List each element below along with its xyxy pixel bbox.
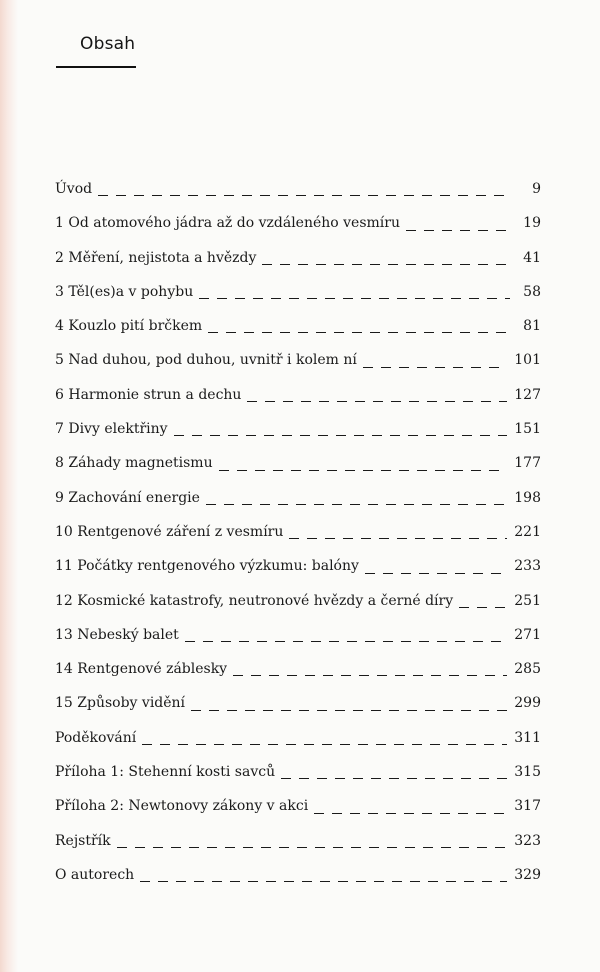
toc-entry-title: Úvod — [55, 181, 93, 197]
toc-entry — [55, 549, 541, 583]
toc-heading: Obsah — [80, 34, 136, 54]
toc-entry-page: 299 — [514, 695, 541, 712]
toc-entry-title: Příloha 1: Stehenní kosti savců — [55, 764, 276, 781]
toc-dash-leader — [140, 881, 507, 882]
toc-entry — [55, 241, 541, 275]
toc-dash-leader — [363, 367, 507, 368]
toc-dash-leader — [289, 538, 507, 539]
toc-entry-title: Příloha 2: Newtonovy zákony v akci — [55, 798, 309, 815]
toc-entry-title: 7 Divy elektřiny — [55, 421, 168, 438]
toc-entry-title: Rejstřík — [55, 832, 111, 849]
toc-dash-leader — [281, 778, 507, 779]
toc-entry-title: 3 Těl(es)a v pohybu — [55, 283, 194, 300]
toc-entry-title: O autorech — [55, 866, 135, 883]
toc-dash-leader — [406, 230, 510, 231]
toc-entry-page: 81 — [523, 318, 541, 335]
toc-entry — [55, 515, 541, 549]
toc-dash-leader — [185, 641, 507, 642]
toc-entry-page: 329 — [514, 866, 541, 883]
toc-entry — [55, 172, 541, 206]
toc-dash-leader — [233, 675, 507, 676]
toc-entry — [55, 309, 541, 343]
heading-rule — [56, 66, 136, 68]
toc-entry-page: 315 — [514, 764, 541, 781]
toc-entry-title: 10 Rentgenové záření z vesmíru — [55, 523, 284, 540]
toc-entry — [55, 275, 541, 309]
toc-entry — [55, 618, 541, 652]
toc-dash-leader — [191, 710, 507, 711]
toc-entry-page: 127 — [514, 386, 541, 403]
toc-entry — [55, 446, 541, 480]
toc-entry-title: 11 Počátky rentgenového výzkumu: balóny — [55, 558, 359, 575]
toc-entry — [55, 789, 541, 823]
toc-entry — [55, 584, 541, 618]
toc-entry-page: 9 — [532, 181, 541, 197]
toc-entry-title: 13 Nebeský balet — [55, 626, 179, 643]
toc-entry-page: 58 — [523, 283, 541, 300]
toc-dash-leader — [117, 847, 508, 848]
toc-entry-title: 9 Zachování energie — [55, 489, 200, 506]
toc-dash-leader — [208, 332, 510, 333]
toc-entry-title: 1 Od atomového jádra až do vzdáleného vesmíru — [55, 215, 400, 232]
toc-entry-title: 8 Záhady magnetismu — [55, 455, 213, 472]
toc-entry-title: 14 Rentgenové záblesky — [55, 661, 228, 678]
toc-entry-title: 2 Měření, nejistota a hvězdy — [55, 249, 257, 266]
toc-entry-page: 311 — [514, 729, 541, 746]
toc-dash-leader — [199, 298, 510, 299]
toc-dash-leader — [262, 264, 510, 265]
toc-entry-title: 6 Harmonie strun a dechu — [55, 386, 242, 403]
toc-entry-page: 19 — [523, 215, 541, 232]
toc-entry — [55, 824, 541, 858]
toc-dash-leader — [247, 401, 507, 402]
toc-entry-page: 285 — [514, 661, 541, 678]
toc-entry-page: 177 — [514, 455, 541, 472]
toc-entry-page: 233 — [514, 558, 541, 575]
toc-entry-page: 101 — [514, 352, 541, 369]
toc-dash-leader — [459, 607, 507, 608]
toc-entry — [55, 481, 541, 515]
toc-entry-title: Poděkování — [55, 729, 137, 746]
toc-entry — [55, 686, 541, 720]
page-edge-shading — [0, 0, 18, 972]
toc-entry — [55, 343, 541, 377]
toc-entry — [55, 206, 541, 240]
toc-dash-leader — [174, 435, 508, 436]
toc-dash-leader — [314, 813, 507, 814]
toc-list — [55, 172, 541, 892]
toc-entry — [55, 652, 541, 686]
toc-entry — [55, 721, 541, 755]
toc-entry-page: 198 — [514, 489, 541, 506]
toc-entry-page: 221 — [514, 523, 541, 540]
toc-entry-page: 41 — [523, 249, 541, 266]
toc-dash-leader — [142, 744, 507, 745]
toc-entry-page: 317 — [514, 798, 541, 815]
toc-dash-leader — [219, 470, 508, 471]
toc-entry — [55, 755, 541, 789]
toc-entry-page: 323 — [514, 832, 541, 849]
toc-entry-title: 12 Kosmické katastrofy, neutronové hvězdy a černé díry — [55, 592, 454, 609]
toc-dash-leader — [98, 195, 510, 196]
toc-entry — [55, 858, 541, 892]
toc-dash-leader — [206, 504, 507, 505]
toc-entry-title: 15 Způsoby vidění — [55, 695, 186, 712]
toc-entry-title: 4 Kouzlo pití brčkem — [55, 318, 203, 335]
toc-entry-title: 5 Nad duhou, pod duhou, uvnitř i kolem ní — [55, 352, 357, 369]
toc-entry — [55, 378, 541, 412]
toc-entry-page: 271 — [514, 626, 541, 643]
toc-dash-leader — [365, 573, 507, 574]
toc-entry — [55, 412, 541, 446]
toc-entry-page: 251 — [514, 592, 541, 609]
toc-entry-page: 151 — [514, 421, 541, 438]
